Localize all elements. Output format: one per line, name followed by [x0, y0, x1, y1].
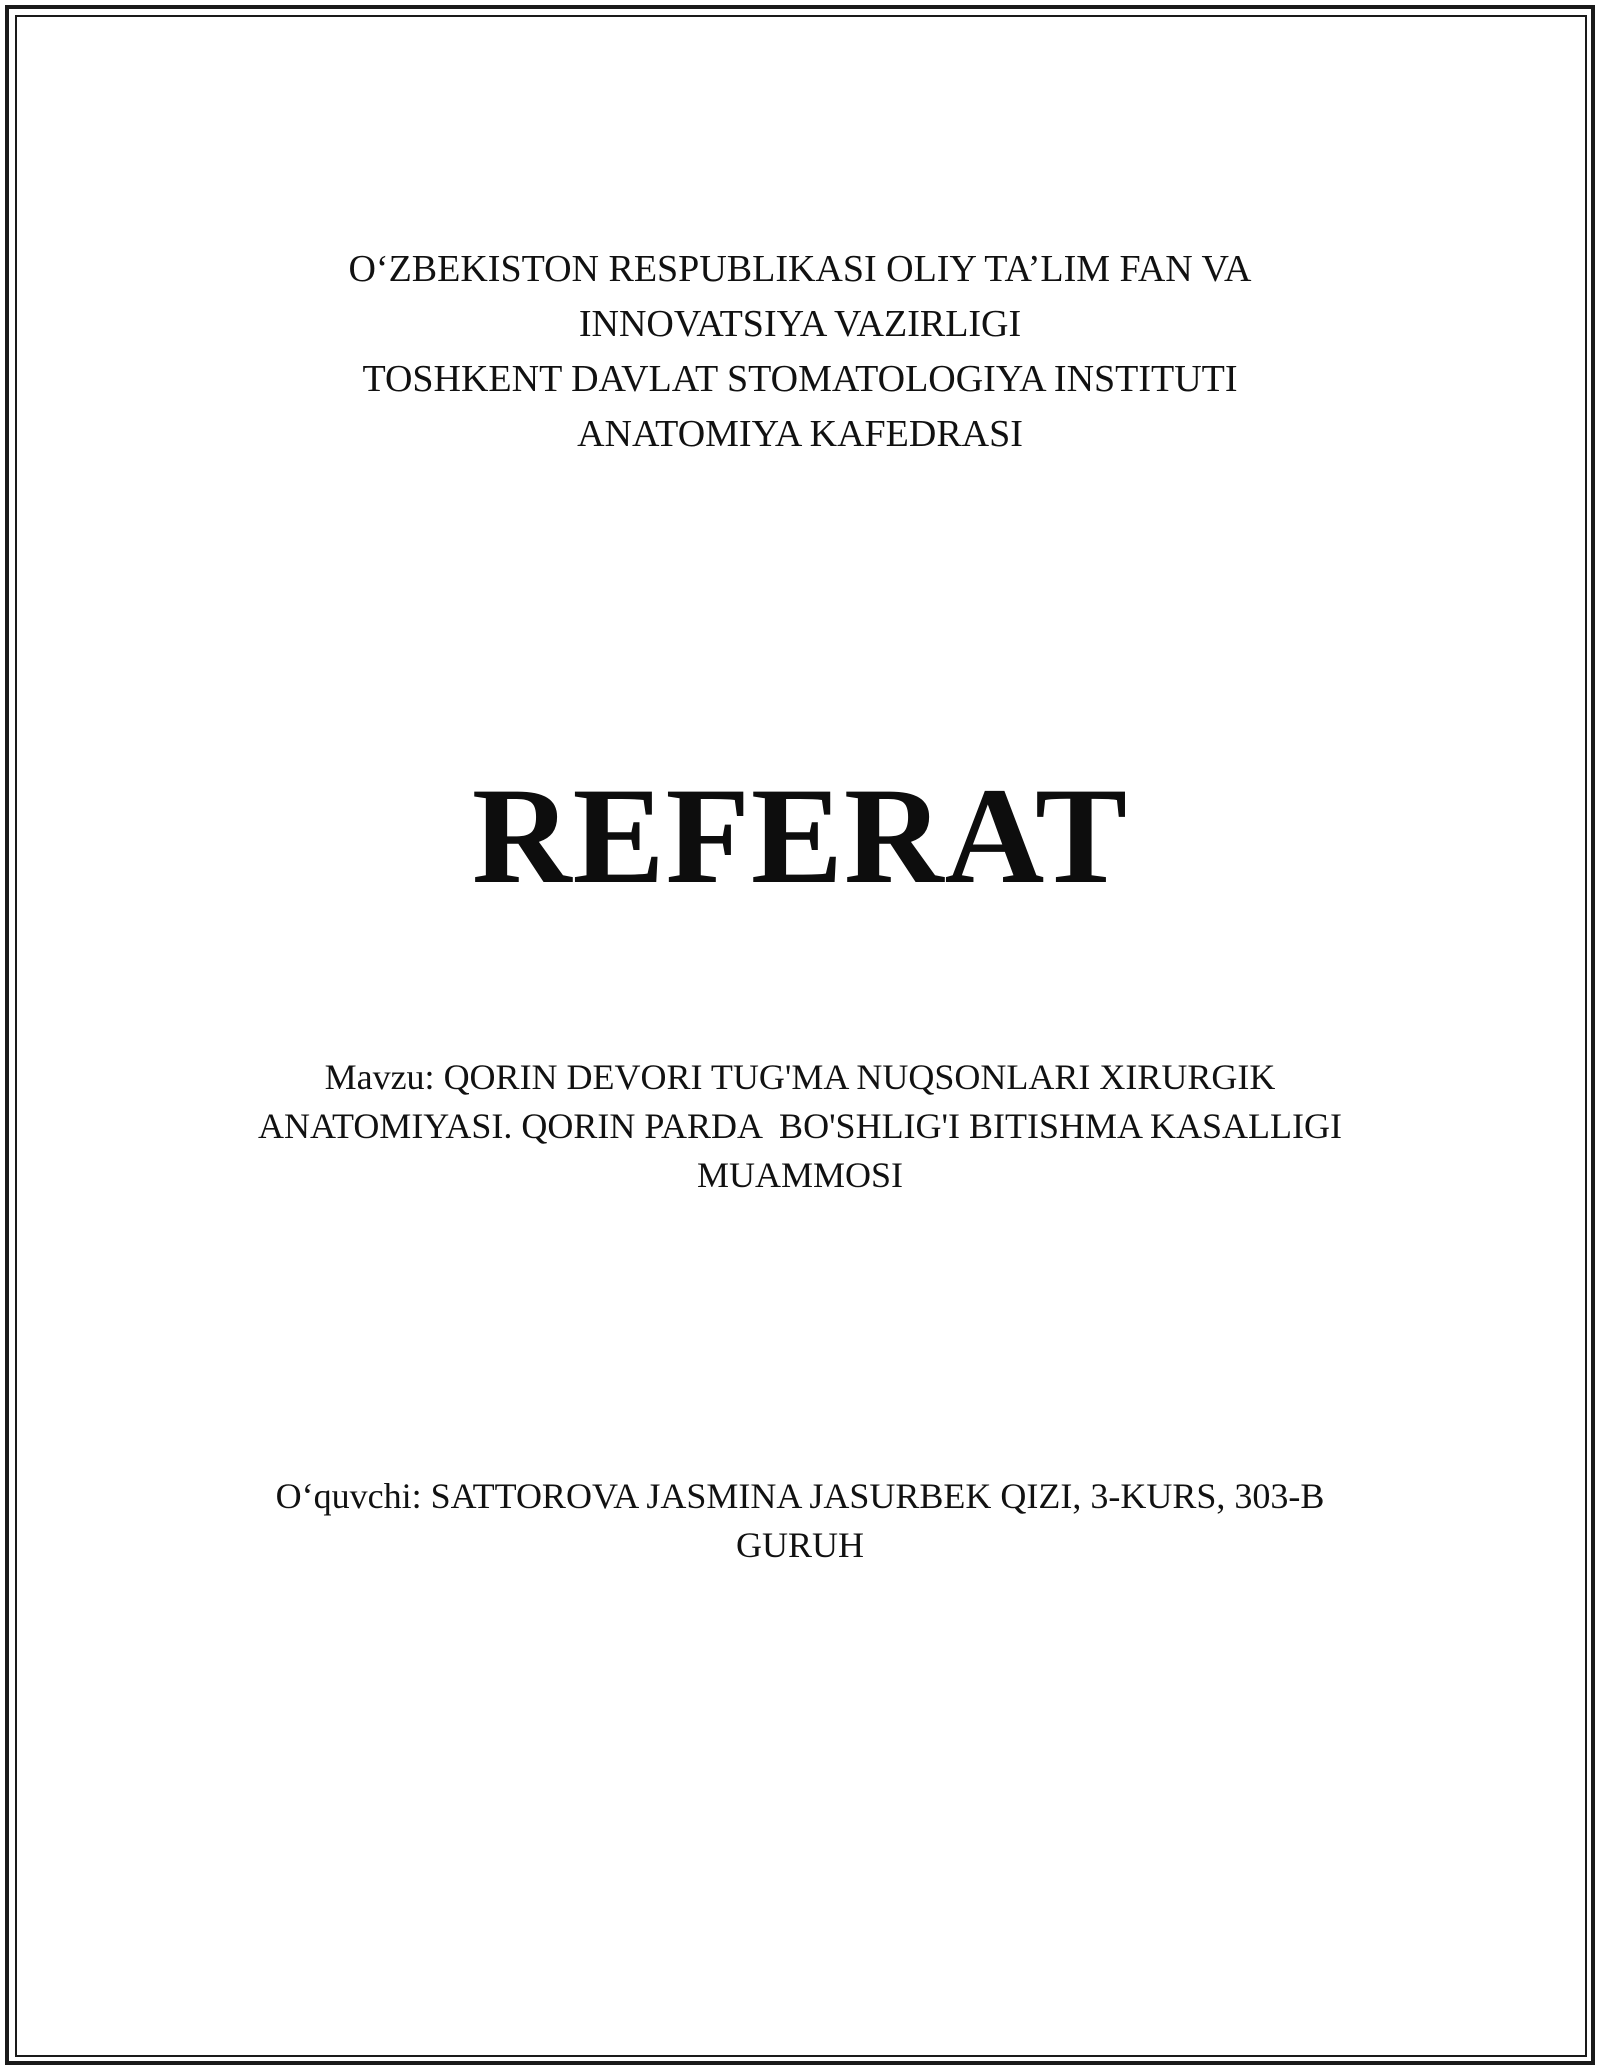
header-line-institute: TOSHKENT DAVLAT STOMATOLOGIYA INSTITUTI — [362, 358, 1238, 400]
header-line-ministry: O‘ZBEKISTON RESPUBLIKASI OLIY TA’LIM FAN VA — [348, 248, 1252, 290]
header-line-ministry-cont: INNOVATSIYA VAZIRLIGI — [578, 303, 1022, 345]
topic-line-3: MUAMMOSI — [696, 1155, 904, 1195]
student-block — [0, 1470, 1600, 1568]
header-line-department: ANATOMIYA KAFEDRASI — [577, 413, 1023, 455]
topic-block — [0, 1051, 1600, 1198]
topic-line-2: ANATOMIYASI. QORIN PARDA BO'SHLIG'I BITISHMA KASALLIGI — [257, 1106, 1343, 1146]
topic-line-1: Mavzu: QORIN DEVORI TUG'MA NUQSONLARI XIRURGIK — [324, 1057, 1276, 1097]
student-line-2: GURUH — [735, 1525, 864, 1565]
document-title: REFERAT — [471, 759, 1129, 912]
institution-header — [0, 242, 1600, 462]
student-line-1: O‘quvchi: SATTOROVA JASMINA JASURBEK QIZI, 3-KURS, 303-B — [275, 1476, 1325, 1516]
